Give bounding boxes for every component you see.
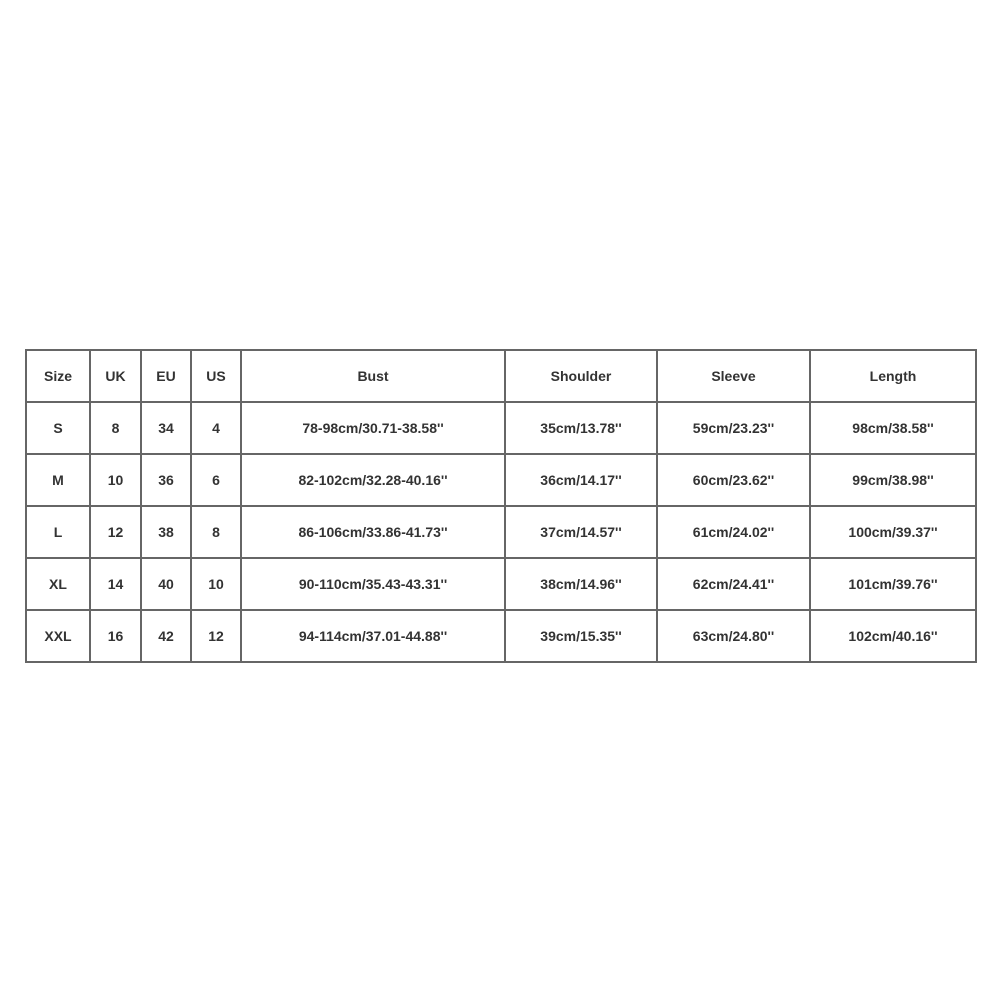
table-row: [26, 402, 976, 454]
cell-shoulder: 36cm/14.17'': [505, 454, 657, 506]
cell-uk: 14: [90, 558, 141, 610]
cell-eu: 40: [141, 558, 191, 610]
cell-uk: 12: [90, 506, 141, 558]
table-row: [26, 610, 976, 662]
cell-eu: 36: [141, 454, 191, 506]
cell-sleeve: 62cm/24.41'': [657, 558, 810, 610]
cell-us: 12: [191, 610, 241, 662]
cell-shoulder: 38cm/14.96'': [505, 558, 657, 610]
cell-bust: 86-106cm/33.86-41.73'': [241, 506, 505, 558]
cell-shoulder: 35cm/13.78'': [505, 402, 657, 454]
cell-length: 101cm/39.76'': [810, 558, 976, 610]
cell-size: XXL: [26, 610, 90, 662]
header-uk: UK: [90, 350, 141, 402]
cell-uk: 16: [90, 610, 141, 662]
cell-eu: 38: [141, 506, 191, 558]
cell-uk: 8: [90, 402, 141, 454]
cell-bust: 78-98cm/30.71-38.58'': [241, 402, 505, 454]
header-eu: EU: [141, 350, 191, 402]
header-sleeve: Sleeve: [657, 350, 810, 402]
table-row: [26, 454, 976, 506]
cell-sleeve: 60cm/23.62'': [657, 454, 810, 506]
cell-us: 8: [191, 506, 241, 558]
cell-size: L: [26, 506, 90, 558]
cell-size: XL: [26, 558, 90, 610]
cell-length: 98cm/38.58'': [810, 402, 976, 454]
header-length: Length: [810, 350, 976, 402]
cell-length: 99cm/38.98'': [810, 454, 976, 506]
cell-size: M: [26, 454, 90, 506]
header-us: US: [191, 350, 241, 402]
cell-sleeve: 59cm/23.23'': [657, 402, 810, 454]
cell-shoulder: 37cm/14.57'': [505, 506, 657, 558]
cell-length: 102cm/40.16'': [810, 610, 976, 662]
cell-us: 10: [191, 558, 241, 610]
cell-bust: 90-110cm/35.43-43.31'': [241, 558, 505, 610]
cell-uk: 10: [90, 454, 141, 506]
cell-bust: 82-102cm/32.28-40.16'': [241, 454, 505, 506]
cell-size: S: [26, 402, 90, 454]
cell-shoulder: 39cm/15.35'': [505, 610, 657, 662]
header-shoulder: Shoulder: [505, 350, 657, 402]
cell-length: 100cm/39.37'': [810, 506, 976, 558]
cell-eu: 42: [141, 610, 191, 662]
cell-bust: 94-114cm/37.01-44.88'': [241, 610, 505, 662]
cell-eu: 34: [141, 402, 191, 454]
header-row: [26, 350, 976, 402]
size-chart-table: [25, 349, 977, 663]
header-size: Size: [26, 350, 90, 402]
cell-us: 4: [191, 402, 241, 454]
table-row: [26, 506, 976, 558]
header-bust: Bust: [241, 350, 505, 402]
cell-us: 6: [191, 454, 241, 506]
table-row: [26, 558, 976, 610]
cell-sleeve: 63cm/24.80'': [657, 610, 810, 662]
cell-sleeve: 61cm/24.02'': [657, 506, 810, 558]
